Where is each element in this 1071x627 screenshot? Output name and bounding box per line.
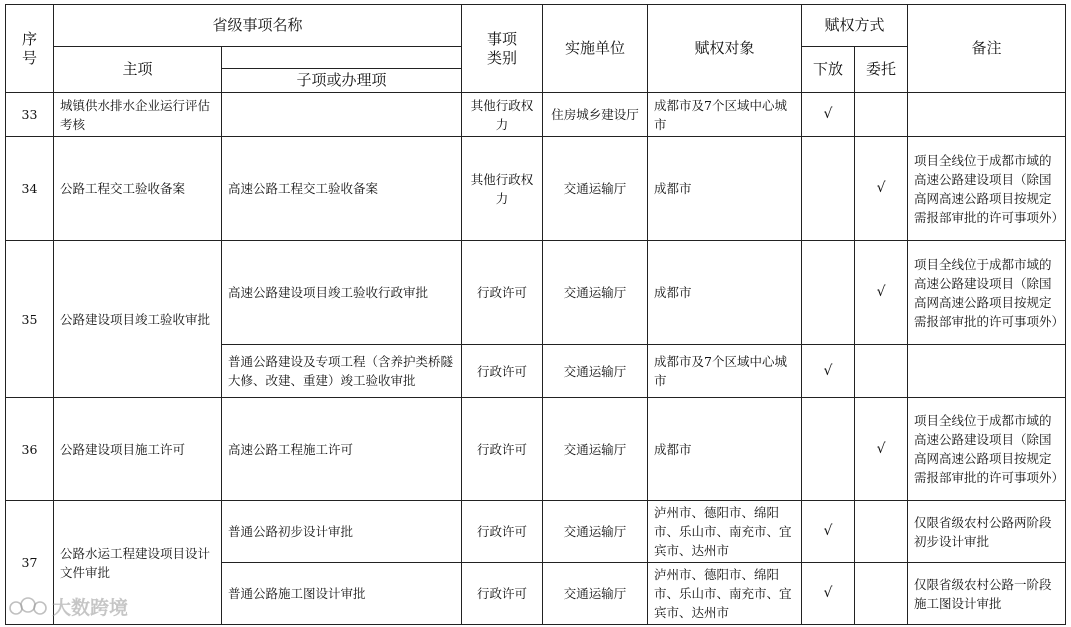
- row-entrust-check: [855, 345, 908, 398]
- row-category: 其他行政权力: [462, 137, 543, 241]
- table-row: [6, 501, 1066, 563]
- row-sub-item: 普通公路施工图设计审批: [222, 563, 462, 625]
- row-unit: 交通运输厅: [543, 501, 648, 563]
- row-sub-item: 高速公路工程交工验收备案: [222, 137, 462, 241]
- header-remark: 备注: [908, 5, 1066, 93]
- watermark-text: 大数跨境: [52, 597, 129, 619]
- row-category: 行政许可: [462, 345, 543, 398]
- row-target: 成都市: [648, 398, 802, 501]
- row-down-check: √: [802, 93, 855, 137]
- row-down-check: √: [802, 563, 855, 625]
- row-unit: 交通运输厅: [543, 345, 648, 398]
- row-sub-item: 高速公路工程施工许可: [222, 398, 462, 501]
- header-sub-item: 子项或办理项: [222, 69, 462, 93]
- header-sub-item-spacer: [222, 47, 462, 69]
- header-method: 赋权方式: [802, 5, 908, 47]
- row-remark: 项目全线位于成都市域的高速公路建设项目（除国高网高速公路项目按规定需报部审批的许可事项外）: [908, 241, 1066, 345]
- row-target: 成都市: [648, 137, 802, 241]
- row-down-check: [802, 241, 855, 345]
- row-target: 成都市及7个区域中心城市: [648, 345, 802, 398]
- row-down-check: [802, 398, 855, 501]
- row-entrust-check: √: [855, 241, 908, 345]
- row-main-item: 公路建设项目施工许可: [54, 398, 222, 501]
- watermark-logo-icon: [8, 595, 48, 619]
- row-down-check: [802, 137, 855, 241]
- header-target: 赋权对象: [648, 5, 802, 93]
- table-row: [6, 241, 1066, 345]
- table-row: [6, 93, 1066, 137]
- header-unit: 实施单位: [543, 5, 648, 93]
- row-seq: 37: [6, 501, 54, 625]
- row-seq: 36: [6, 398, 54, 501]
- row-seq: 34: [6, 137, 54, 241]
- row-unit: 交通运输厅: [543, 398, 648, 501]
- row-category: 行政许可: [462, 398, 543, 501]
- header-seq: 序 号: [6, 5, 54, 93]
- row-target: 成都市: [648, 241, 802, 345]
- row-remark: 仅限省级农村公路一阶段施工图设计审批: [908, 563, 1066, 625]
- row-main-item: 公路水运工程建设项目设计文件审批: [54, 501, 222, 625]
- row-remark: 项目全线位于成都市域的高速公路建设项目（除国高网高速公路项目按规定需报部审批的许可事项外）: [908, 137, 1066, 241]
- row-unit: 交通运输厅: [543, 241, 648, 345]
- row-main-item: 公路工程交工验收备案: [54, 137, 222, 241]
- header-method-down: 下放: [802, 47, 855, 93]
- table-row: [6, 398, 1066, 501]
- header-category: 事项 类别: [462, 5, 543, 93]
- row-unit: 住房城乡建设厅: [543, 93, 648, 137]
- row-remark: 项目全线位于成都市域的高速公路建设项目（除国高网高速公路项目按规定需报部审批的许可事项外）: [908, 398, 1066, 501]
- row-entrust-check: √: [855, 398, 908, 501]
- row-sub-item: [222, 93, 462, 137]
- row-sub-item: 普通公路建设及专项工程（含养护类桥隧大修、改建、重建）竣工验收审批: [222, 345, 462, 398]
- watermark: [8, 593, 128, 620]
- row-entrust-check: √: [855, 137, 908, 241]
- row-category: 行政许可: [462, 241, 543, 345]
- header-main-item: 主项: [54, 47, 222, 93]
- header-method-entrust: 委托: [855, 47, 908, 93]
- row-seq: 35: [6, 241, 54, 398]
- row-category: 行政许可: [462, 501, 543, 563]
- row-main-item: 公路建设项目竣工验收审批: [54, 241, 222, 398]
- row-entrust-check: [855, 563, 908, 625]
- row-target: 泸州市、德阳市、绵阳市、乐山市、南充市、宜宾市、达州市: [648, 563, 802, 625]
- row-down-check: √: [802, 501, 855, 563]
- row-unit: 交通运输厅: [543, 563, 648, 625]
- row-sub-item: 高速公路建设项目竣工验收行政审批: [222, 241, 462, 345]
- row-category: 行政许可: [462, 563, 543, 625]
- row-sub-item: 普通公路初步设计审批: [222, 501, 462, 563]
- row-target: 泸州市、德阳市、绵阳市、乐山市、南充市、宜宾市、达州市: [648, 501, 802, 563]
- row-seq: 33: [6, 93, 54, 137]
- row-target: 成都市及7个区域中心城市: [648, 93, 802, 137]
- items-table: [5, 4, 1066, 625]
- row-remark: 仅限省级农村公路两阶段初步设计审批: [908, 501, 1066, 563]
- table-row: [6, 137, 1066, 241]
- row-unit: 交通运输厅: [543, 137, 648, 241]
- row-entrust-check: [855, 93, 908, 137]
- row-entrust-check: [855, 501, 908, 563]
- header-item-name: 省级事项名称: [54, 5, 462, 47]
- row-category: 其他行政权力: [462, 93, 543, 137]
- row-remark: [908, 93, 1066, 137]
- row-main-item: 城镇供水排水企业运行评估考核: [54, 93, 222, 137]
- row-remark: [908, 345, 1066, 398]
- row-down-check: √: [802, 345, 855, 398]
